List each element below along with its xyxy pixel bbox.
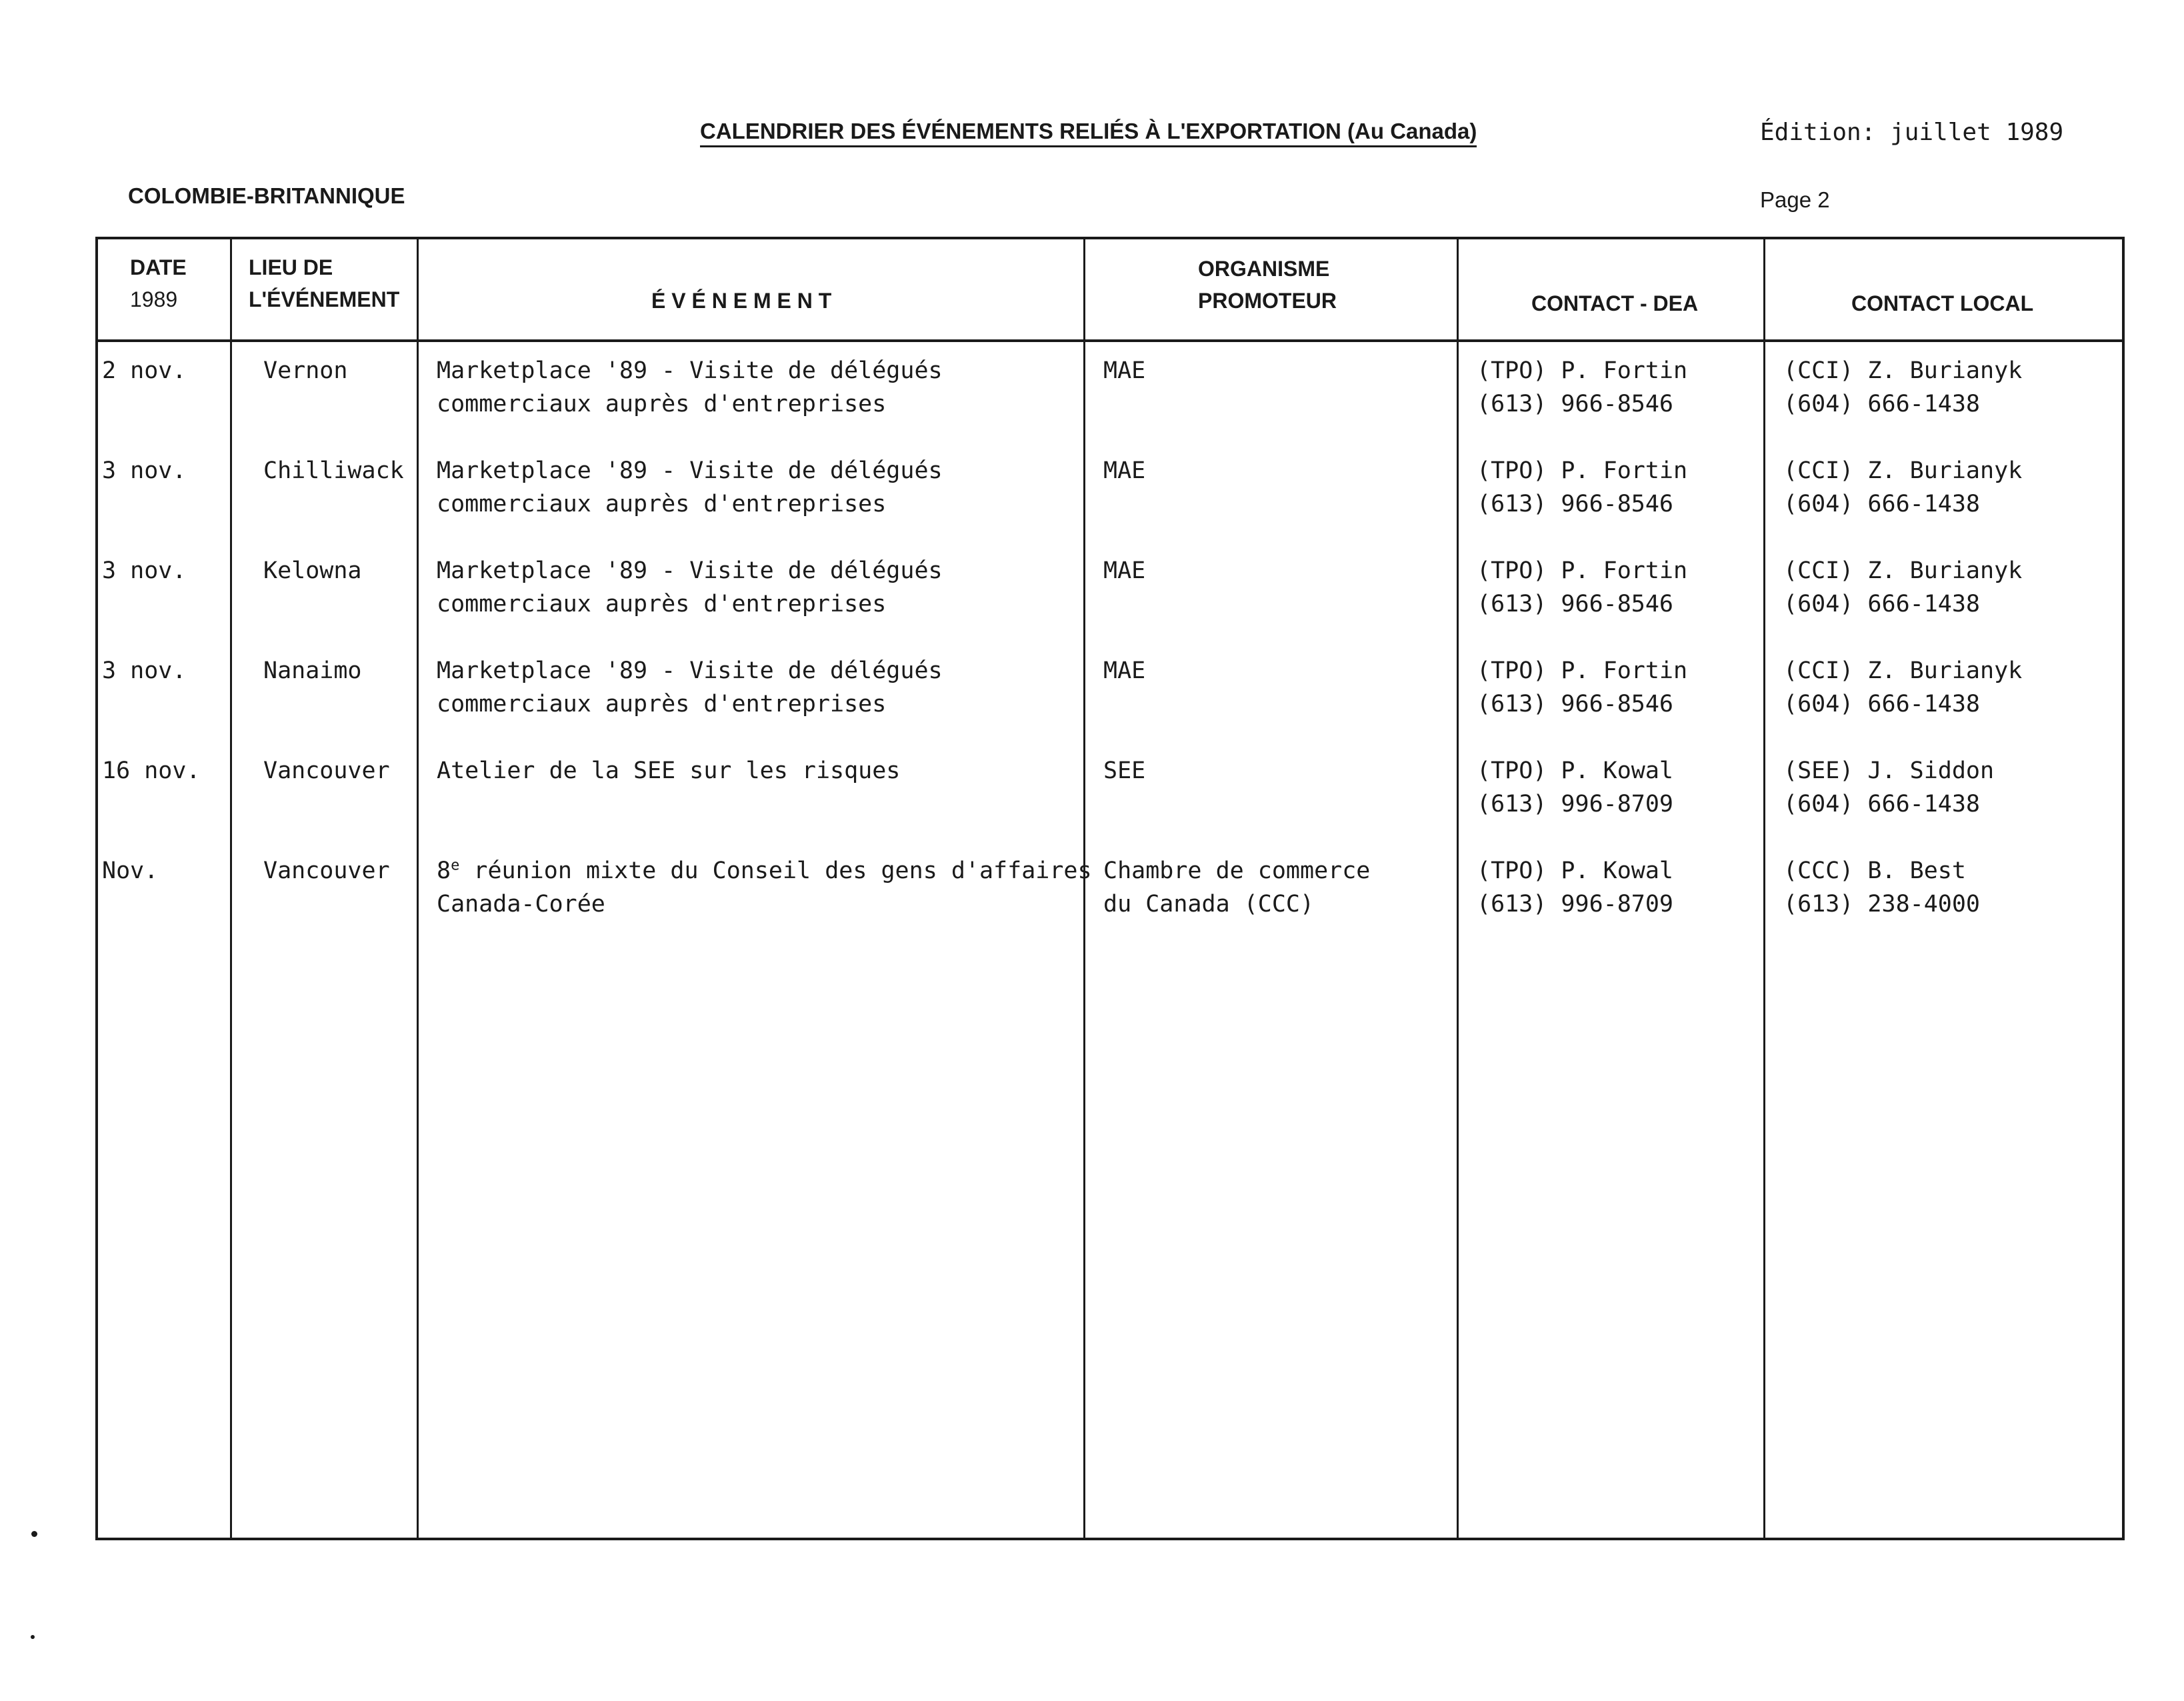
row-contact-dea-phone: (613) 966-8546 bbox=[1477, 691, 1674, 717]
row-contact-dea-phone: (613) 966-8546 bbox=[1477, 391, 1674, 417]
header-date: DATE bbox=[130, 255, 187, 279]
column-divider bbox=[417, 239, 419, 1538]
row-lieu: Kelowna bbox=[263, 557, 362, 584]
row-contact-local: (CCI) Z. Burianyk bbox=[1783, 557, 2023, 584]
row-contact-dea: (TPO) P. Fortin bbox=[1477, 557, 1688, 584]
edition-date: Édition: juillet 1989 bbox=[1760, 119, 2064, 146]
region-heading: COLOMBIE-BRITANNIQUE bbox=[128, 183, 405, 208]
row-contact-local-phone: (604) 666-1438 bbox=[1783, 591, 1981, 617]
row-lieu: Vernon bbox=[263, 357, 348, 384]
row-organisme: MAE bbox=[1103, 457, 1146, 484]
row-organisme: MAE bbox=[1103, 357, 1146, 384]
page-number: Page 2 bbox=[1760, 187, 1830, 212]
row-organisme: MAE bbox=[1103, 657, 1146, 684]
header-divider bbox=[98, 339, 2122, 342]
column-divider bbox=[1083, 239, 1085, 1538]
header-organisme: ORGANISME bbox=[1198, 257, 1330, 281]
row-contact-dea: (TPO) P. Kowal bbox=[1477, 757, 1674, 784]
row-contact-local: (CCC) B. Best bbox=[1783, 858, 1966, 884]
column-divider bbox=[1763, 239, 1765, 1538]
row-contact-local-phone: (604) 666-1438 bbox=[1783, 391, 1981, 417]
row-contact-dea: (TPO) P. Fortin bbox=[1477, 657, 1688, 684]
events-table bbox=[95, 237, 2125, 1540]
row-contact-dea: (TPO) P. Fortin bbox=[1477, 357, 1688, 384]
row-lieu: Vancouver bbox=[263, 858, 390, 884]
scan-mark bbox=[31, 1531, 37, 1537]
scan-mark bbox=[31, 1635, 35, 1639]
ordinal-number: 8 bbox=[437, 858, 451, 884]
row-contact-local: (CCI) Z. Burianyk bbox=[1783, 357, 2023, 384]
header-evenement: É V É N E M E N T bbox=[651, 289, 832, 313]
row-event: Marketplace '89 - Visite de délégués bbox=[437, 557, 943, 584]
row-event: Marketplace '89 - Visite de délégués bbox=[437, 357, 943, 384]
row-date: Nov. bbox=[102, 858, 159, 884]
row-contact-local-phone: (604) 666-1438 bbox=[1783, 791, 1981, 817]
row-contact-local-phone: (604) 666-1438 bbox=[1783, 491, 1981, 517]
header-contact-dea: CONTACT - DEA bbox=[1531, 291, 1699, 315]
row-lieu: Nanaimo bbox=[263, 657, 362, 684]
row-organisme: SEE bbox=[1103, 757, 1146, 784]
header-lieu-line2: L'ÉVÉNEMENT bbox=[249, 287, 400, 311]
row-event-line2: Canada-Corée bbox=[437, 891, 605, 918]
ordinal-suffix: e bbox=[451, 857, 460, 874]
row-lieu: Vancouver bbox=[263, 757, 390, 784]
row-contact-dea-phone: (613) 996-8709 bbox=[1477, 791, 1674, 817]
row-organisme: Chambre de commerce bbox=[1103, 858, 1371, 884]
row-event: Marketplace '89 - Visite de délégués bbox=[437, 457, 943, 484]
row-lieu: Chilliwack bbox=[263, 457, 404, 484]
column-divider bbox=[1457, 239, 1459, 1538]
row-event-line2: commerciaux auprès d'entreprises bbox=[437, 691, 887, 717]
row-contact-local: (SEE) J. Siddon bbox=[1783, 757, 1995, 784]
header-organisme-line2: PROMOTEUR bbox=[1198, 289, 1337, 313]
row-contact-local-phone: (613) 238-4000 bbox=[1783, 891, 1981, 918]
column-divider bbox=[230, 239, 232, 1538]
document-title: CALENDRIER DES ÉVÉNEMENTS RELIÉS À L'EXPORTATION (Au Canada) bbox=[700, 119, 1477, 147]
header-date-year: 1989 bbox=[130, 287, 178, 311]
row-event bbox=[437, 854, 1092, 888]
row-event-line2: commerciaux auprès d'entreprises bbox=[437, 391, 887, 417]
row-event-line2: commerciaux auprès d'entreprises bbox=[437, 491, 887, 517]
row-contact-local: (CCI) Z. Burianyk bbox=[1783, 657, 2023, 684]
row-contact-dea-phone: (613) 996-8709 bbox=[1477, 891, 1674, 918]
row-date: 3 nov. bbox=[102, 457, 187, 484]
row-contact-local-phone: (604) 666-1438 bbox=[1783, 691, 1981, 717]
row-event: Marketplace '89 - Visite de délégués bbox=[437, 657, 943, 684]
header-lieu: LIEU DE bbox=[249, 255, 333, 279]
row-organisme: MAE bbox=[1103, 557, 1146, 584]
row-organisme-line2: du Canada (CCC) bbox=[1103, 891, 1315, 918]
row-contact-dea: (TPO) P. Kowal bbox=[1477, 858, 1674, 884]
row-date: 3 nov. bbox=[102, 657, 187, 684]
row-event: Atelier de la SEE sur les risques bbox=[437, 757, 901, 784]
row-event-line2: commerciaux auprès d'entreprises bbox=[437, 591, 887, 617]
row-contact-local: (CCI) Z. Burianyk bbox=[1783, 457, 2023, 484]
row-date: 2 nov. bbox=[102, 357, 187, 384]
row-contact-dea-phone: (613) 966-8546 bbox=[1477, 491, 1674, 517]
row-event-text: réunion mixte du Conseil des gens d'affaires bbox=[459, 858, 1092, 884]
header-contact-local: CONTACT LOCAL bbox=[1851, 291, 2034, 315]
row-contact-dea-phone: (613) 966-8546 bbox=[1477, 591, 1674, 617]
row-contact-dea: (TPO) P. Fortin bbox=[1477, 457, 1688, 484]
row-date: 16 nov. bbox=[102, 757, 201, 784]
row-date: 3 nov. bbox=[102, 557, 187, 584]
